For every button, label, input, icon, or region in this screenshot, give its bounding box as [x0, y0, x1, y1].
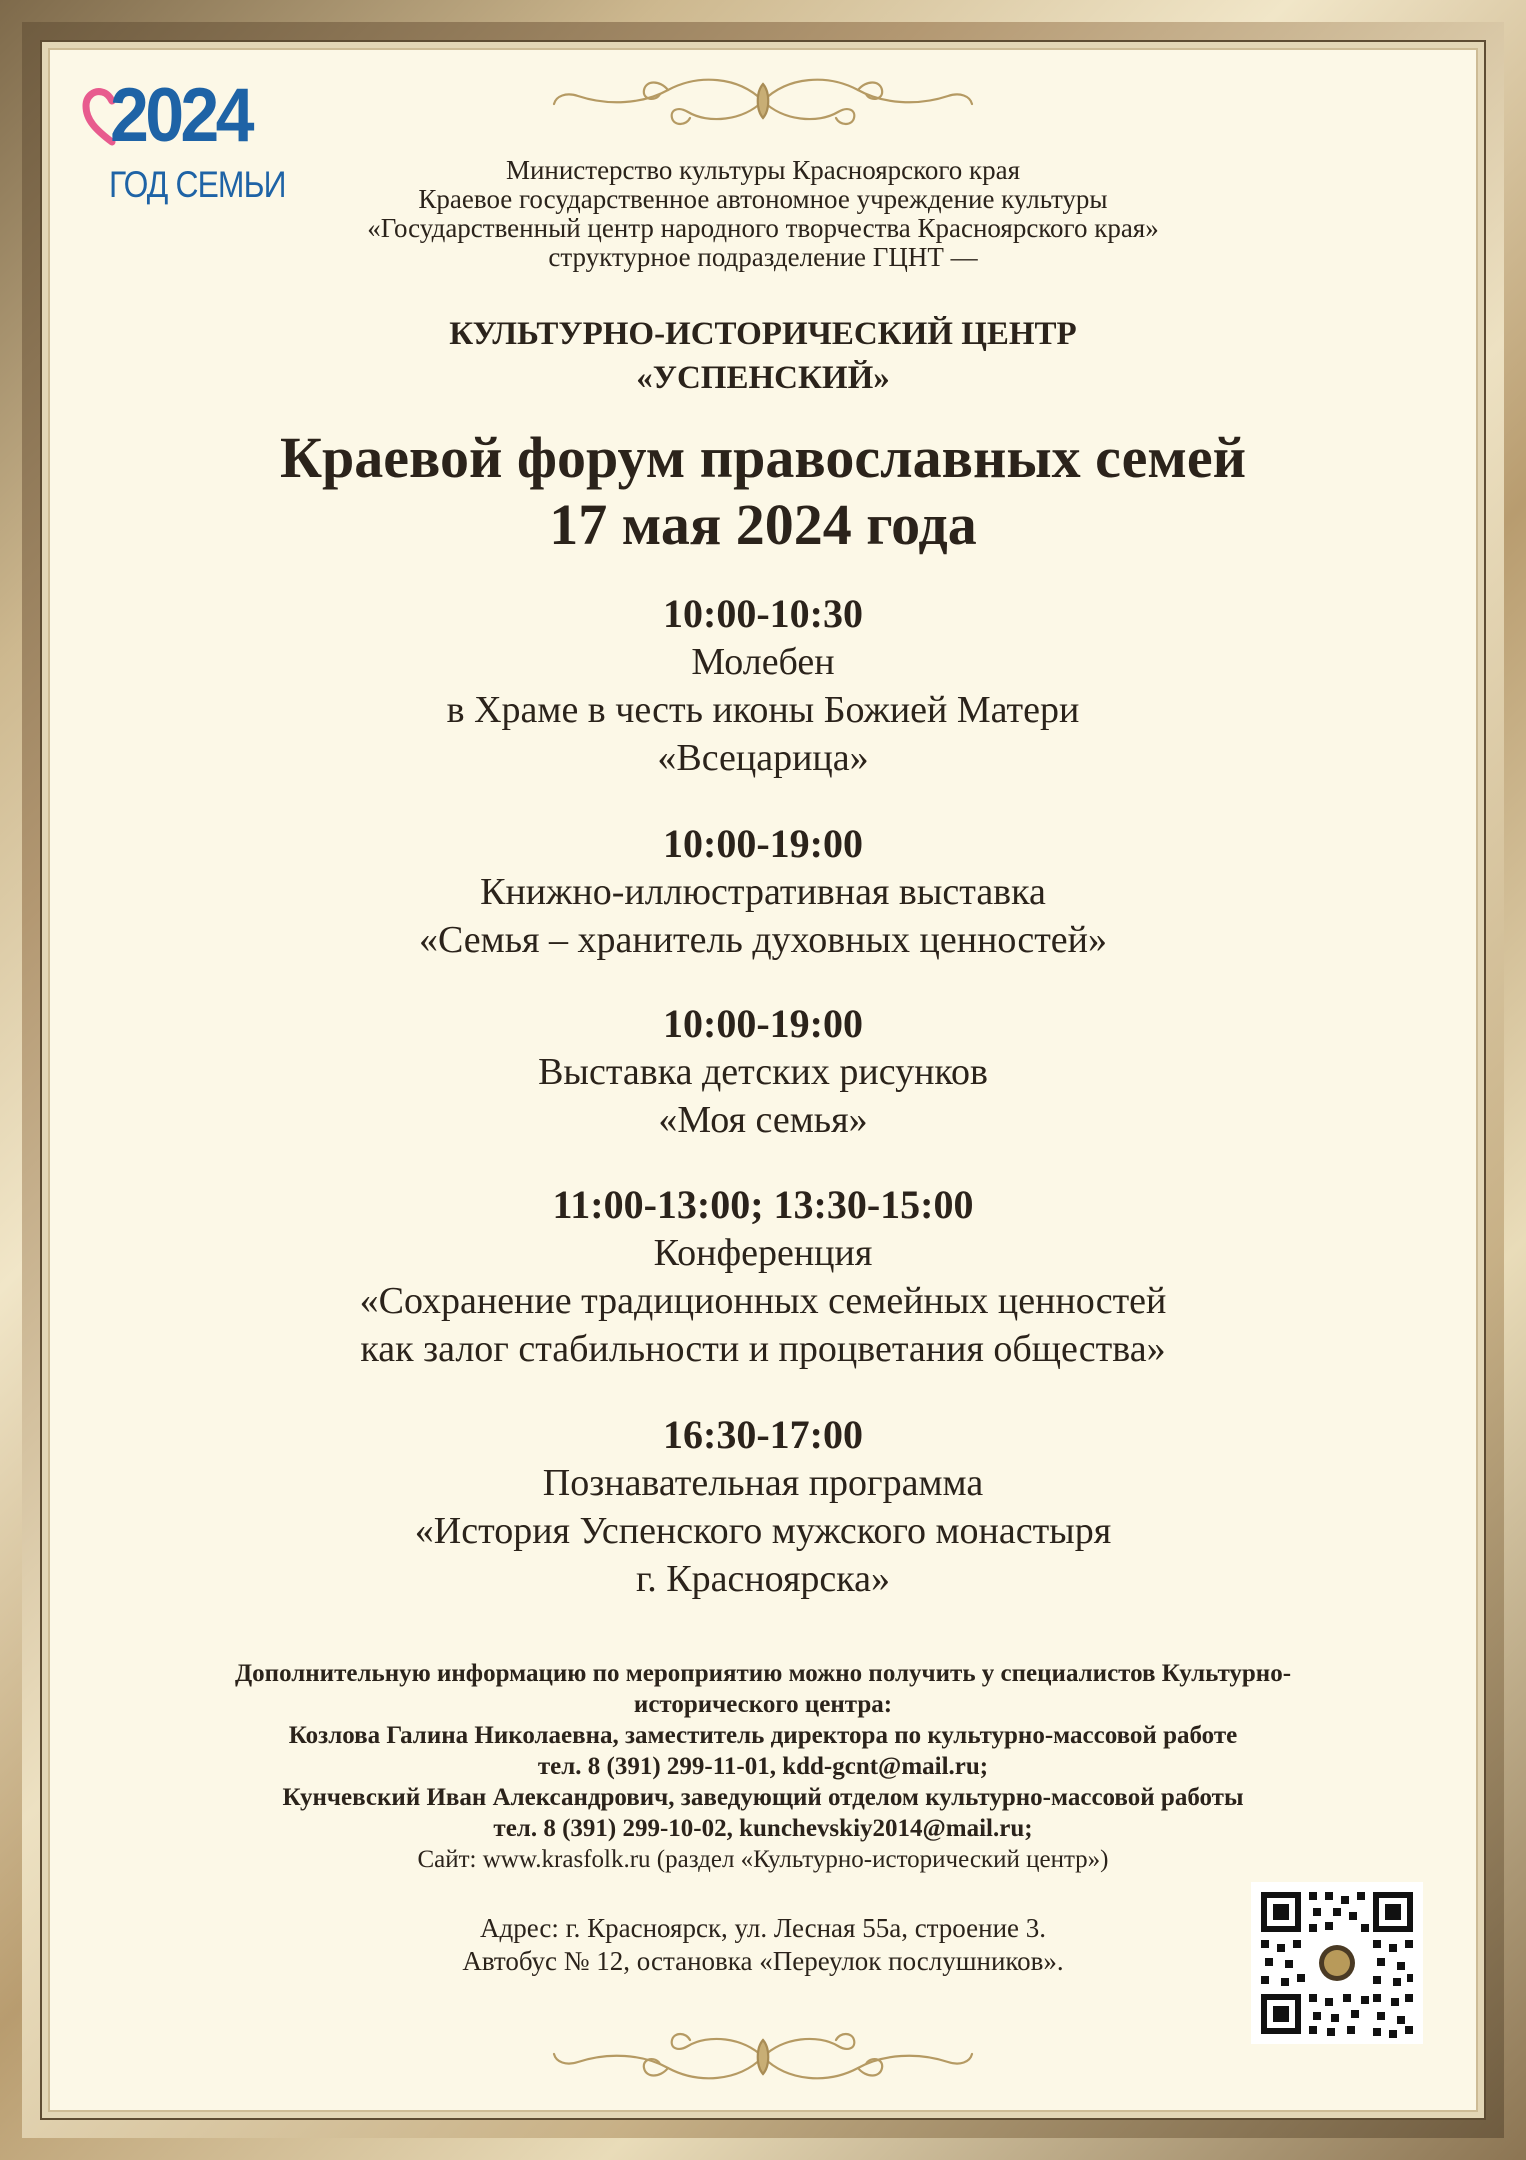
event-line: «Семья – хранитель духовных ценностей» [418, 919, 1108, 961]
event-line: Познавательная программа [542, 1462, 984, 1504]
title-line: Краевой форум православных семей [279, 425, 1247, 490]
event-line: «История Успенского мужского монастыря [414, 1510, 1112, 1552]
event-time: 16:30-17:00 [663, 1412, 863, 1457]
event-item [0, 1411, 1526, 1603]
event-line: Конференция [653, 1232, 873, 1274]
event-line: «Моя семья» [658, 1099, 868, 1141]
contact-info [0, 1658, 1526, 1875]
event-time: 11:00-13:00; 13:30-15:00 [552, 1182, 974, 1227]
contact-intro: Дополнительную информацию по мероприятию можно получить у специалистов Культурно- [234, 1660, 1292, 1687]
event-line: Книжно-иллюстративная выставка [480, 871, 1046, 913]
event-line: г. Красноярска» [635, 1558, 891, 1600]
center-name [0, 312, 1526, 400]
center-name-line: КУЛЬТУРНО-ИСТОРИЧЕСКИЙ ЦЕНТР [449, 316, 1077, 352]
center-name-line: «УСПЕНСКИЙ» [636, 360, 890, 396]
header-line: «Государственный центр народного творчества Красноярского края» [367, 213, 1159, 243]
event-item [0, 590, 1526, 782]
contact-details: тел. 8 (391) 299-10-02, kunchevskiy2014@mail.ru; [493, 1815, 1033, 1842]
address-line: Адрес: г. Красноярск, ул. Лесная 55а, строение 3. [479, 1913, 1047, 1943]
page-title [0, 424, 1526, 558]
event-time: 10:00-19:00 [663, 821, 863, 866]
transport-line: Автобус № 12, остановка «Переулок послушников». [462, 1946, 1064, 1976]
website-text: Сайт: www.krasfolk.ru (раздел «Культурно-исторический центр») [417, 1846, 1109, 1873]
header-line: Краевое государственное автономное учреждение культуры [418, 184, 1108, 214]
logo-subtitle: ГОД СЕМЬИ [109, 164, 286, 205]
event-line: «Всецарица» [657, 737, 869, 779]
title-date: 17 мая 2024 года [549, 492, 977, 557]
event-line: «Сохранение традиционных семейных ценностей [359, 1280, 1167, 1322]
event-item [0, 1181, 1526, 1373]
event-time: 10:00-19:00 [663, 1001, 863, 1046]
contact-person: Кунчевский Иван Александрович, заведующий отделом культурно-массовой работы [282, 1784, 1244, 1811]
event-line: Молебен [691, 641, 835, 683]
ornament-top-icon [548, 66, 978, 136]
header-line: структурное подразделение ГЦНТ — [548, 242, 978, 272]
event-line: Выставка детских рисунков [538, 1051, 988, 1093]
contact-intro: исторического центра: [633, 1691, 893, 1718]
qr-code-icon[interactable] [1251, 1882, 1423, 2044]
contact-details: тел. 8 (391) 299-11-01, kdd-gcnt@mail.ru; [537, 1753, 989, 1780]
event-item [0, 820, 1526, 964]
contact-person: Козлова Галина Николаевна, заместитель директора по культурно-массовой работе [288, 1722, 1238, 1749]
event-time: 10:00-10:30 [663, 591, 863, 636]
event-line: в Храме в честь иконы Божией Матери [446, 689, 1080, 731]
organization-header [0, 156, 1526, 272]
event-line: как залог стабильности и процветания общества» [360, 1328, 1166, 1370]
event-item [0, 1000, 1526, 1144]
header-line: Министерство культуры Красноярского края [505, 155, 1021, 185]
logo-year: 2024 [110, 73, 251, 158]
ornament-bottom-icon [548, 2022, 978, 2092]
